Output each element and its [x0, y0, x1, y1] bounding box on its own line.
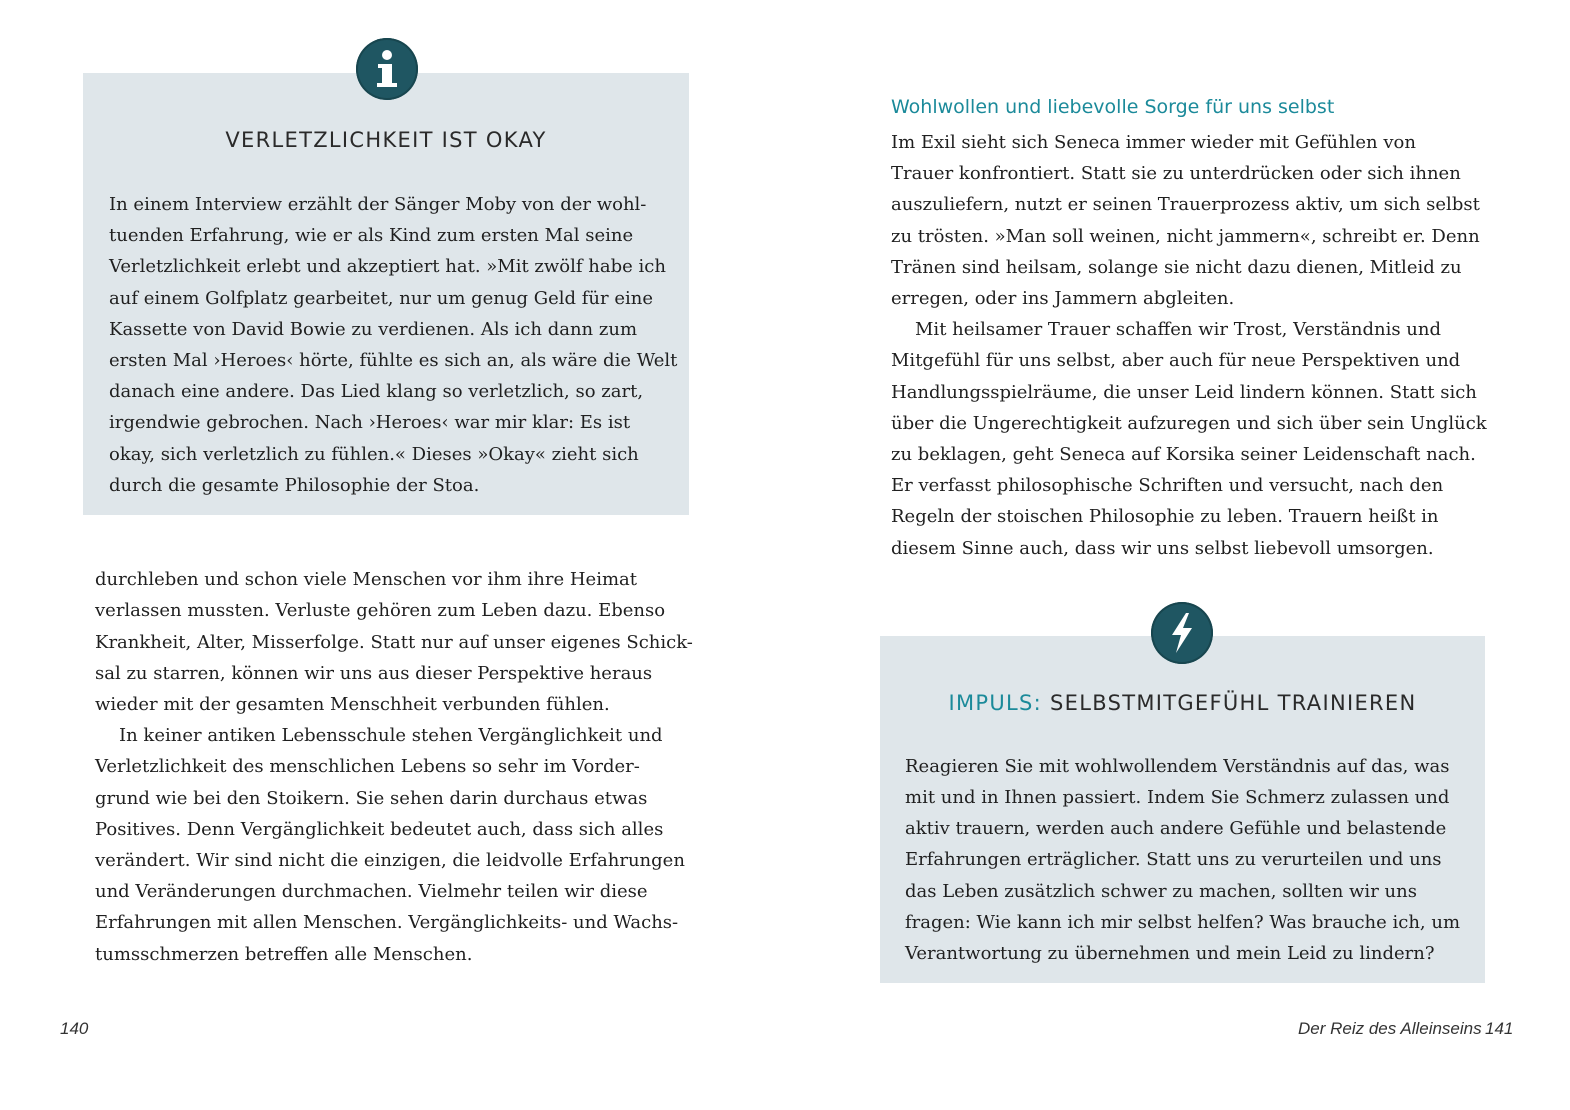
body-line: zu beklagen, geht Seneca auf Korsika seiner Leidenschaft nach.: [891, 444, 1476, 465]
body-line: grund wie bei den Stoikern. Sie sehen darin durchaus etwas: [95, 788, 648, 809]
body-line: Im Exil sieht sich Seneca immer wieder mit Gefühlen von: [891, 132, 1416, 153]
body-line: verändert. Wir sind nicht die einzigen, die leidvolle Erfahrungen: [95, 850, 685, 871]
body-line: erregen, oder ins Jammern abgleiten.: [891, 288, 1235, 309]
body-line: Mitgefühl für uns selbst, aber auch für neue Perspektiven und: [891, 350, 1461, 371]
body-line: Trauer konfrontiert. Statt sie zu unterdrücken oder sich ihnen: [891, 163, 1461, 184]
info-box-line: auf einem Golfplatz gearbeitet, nur um genug Geld für eine: [109, 288, 654, 309]
body-line: Mit heilsamer Trauer schaffen wir Trost, Verständnis und: [915, 319, 1442, 340]
body-line: Verletzlichkeit des menschlichen Lebens so sehr im Vorder-: [95, 756, 640, 777]
body-line: über die Ungerechtigkeit aufzuregen und sich über sein Unglück: [891, 413, 1487, 434]
body-line: und Veränderungen durchmachen. Vielmehr teilen wir diese: [95, 881, 648, 902]
body-line: wieder mit der gesamten Menschheit verbunden fühlen.: [95, 694, 610, 715]
page-number-left: 140: [60, 1019, 89, 1038]
info-box-line: Verletzlichkeit erlebt und akzeptiert hat. »Mit zwölf habe ich: [109, 256, 666, 277]
info-box-line: irgendwie gebrochen. Nach ›Heroes‹ war mir klar: Es ist: [109, 412, 631, 433]
body-line: Positives. Denn Vergänglichkeit bedeutet auch, dass sich alles: [95, 819, 664, 840]
body-line: auszuliefern, nutzt er seinen Trauerprozess aktiv, um sich selbst: [891, 194, 1480, 215]
page-number-right: 141: [1485, 1019, 1514, 1038]
impulse-box-line: fragen: Wie kann ich mir selbst helfen? Was brauche ich, um: [905, 912, 1461, 933]
impulse-title: SELBSTMITGEFÜHL TRAINIEREN: [1050, 691, 1417, 715]
info-box-line: danach eine andere. Das Lied klang so verletzlich, so zart,: [109, 381, 644, 402]
body-line: In keiner antiken Lebensschule stehen Vergänglichkeit und: [119, 725, 663, 746]
lightning-icon: [1151, 602, 1213, 664]
body-line: Erfahrungen mit allen Menschen. Vergänglichkeits- und Wachs-: [95, 912, 679, 933]
impulse-box-line: Erfahrungen erträglicher. Statt uns zu verurteilen und uns: [905, 849, 1442, 870]
body-line: Tränen sind heilsam, solange sie nicht dazu dienen, Mitleid zu: [891, 257, 1462, 278]
body-line: Handlungsspielräume, die unser Leid lindern können. Statt sich: [891, 382, 1477, 403]
info-box-line: In einem Interview erzählt der Sänger Moby von der wohl-: [109, 194, 647, 215]
body-line: Krankheit, Alter, Misserfolge. Statt nur auf unser eigenes Schick-: [95, 632, 693, 653]
body-line: tumsschmerzen betreffen alle Menschen.: [95, 944, 473, 965]
running-title: Der Reiz des Alleinseins: [1298, 1019, 1482, 1038]
body-line: verlassen mussten. Verluste gehören zum Leben dazu. Ebenso: [95, 600, 666, 621]
body-line: Er verfasst philosophische Schriften und versucht, nach den: [891, 475, 1444, 496]
info-box-line: Kassette von David Bowie zu verdienen. Als ich dann zum: [109, 319, 638, 340]
info-box-line: ersten Mal ›Heroes‹ hörte, fühlte es sich an, als wäre die Welt: [109, 350, 678, 371]
info-box-title: VERLETZLICHKEIT IST OKAY: [225, 128, 547, 152]
body-line: Regeln der stoischen Philosophie zu leben. Trauern heißt in: [891, 506, 1439, 527]
body-line: durchleben und schon viele Menschen vor ihm ihre Heimat: [95, 569, 637, 590]
impulse-box-line: Verantwortung zu übernehmen und mein Leid zu lindern?: [905, 943, 1435, 964]
impulse-box-title: [880, 691, 1485, 715]
body-line: sal zu starren, können wir uns aus dieser Perspektive heraus: [95, 663, 653, 684]
info-box-line: okay, sich verletzlich zu fühlen.« Dieses »Okay« zieht sich: [109, 444, 639, 465]
impulse-box-line: Reagieren Sie mit wohlwollendem Verständnis auf das, was: [905, 756, 1450, 777]
impulse-box-line: aktiv trauern, werden auch andere Gefühle und belastende: [905, 818, 1447, 839]
info-box-line: tuenden Erfahrung, wie er als Kind zum ersten Mal seine: [109, 225, 634, 246]
info-box-line: durch die gesamte Philosophie der Stoa.: [109, 475, 480, 496]
info-icon: [356, 38, 418, 100]
info-box: [83, 73, 689, 515]
impulse-box-line: mit und in Ihnen passiert. Indem Sie Schmerz zulassen und: [905, 787, 1450, 808]
impulse-box-line: das Leben zusätzlich schwer zu machen, sollten wir uns: [905, 881, 1417, 902]
impulse-label: IMPULS:: [948, 691, 1043, 715]
body-line: diesem Sinne auch, dass wir uns selbst liebevoll umsorgen.: [891, 538, 1434, 559]
body-line: zu trösten. »Man soll weinen, nicht jammern«, schreibt er. Denn: [891, 226, 1480, 247]
impulse-box: [880, 636, 1485, 983]
section-subheading: Wohlwollen und liebevolle Sorge für uns selbst: [891, 96, 1335, 118]
